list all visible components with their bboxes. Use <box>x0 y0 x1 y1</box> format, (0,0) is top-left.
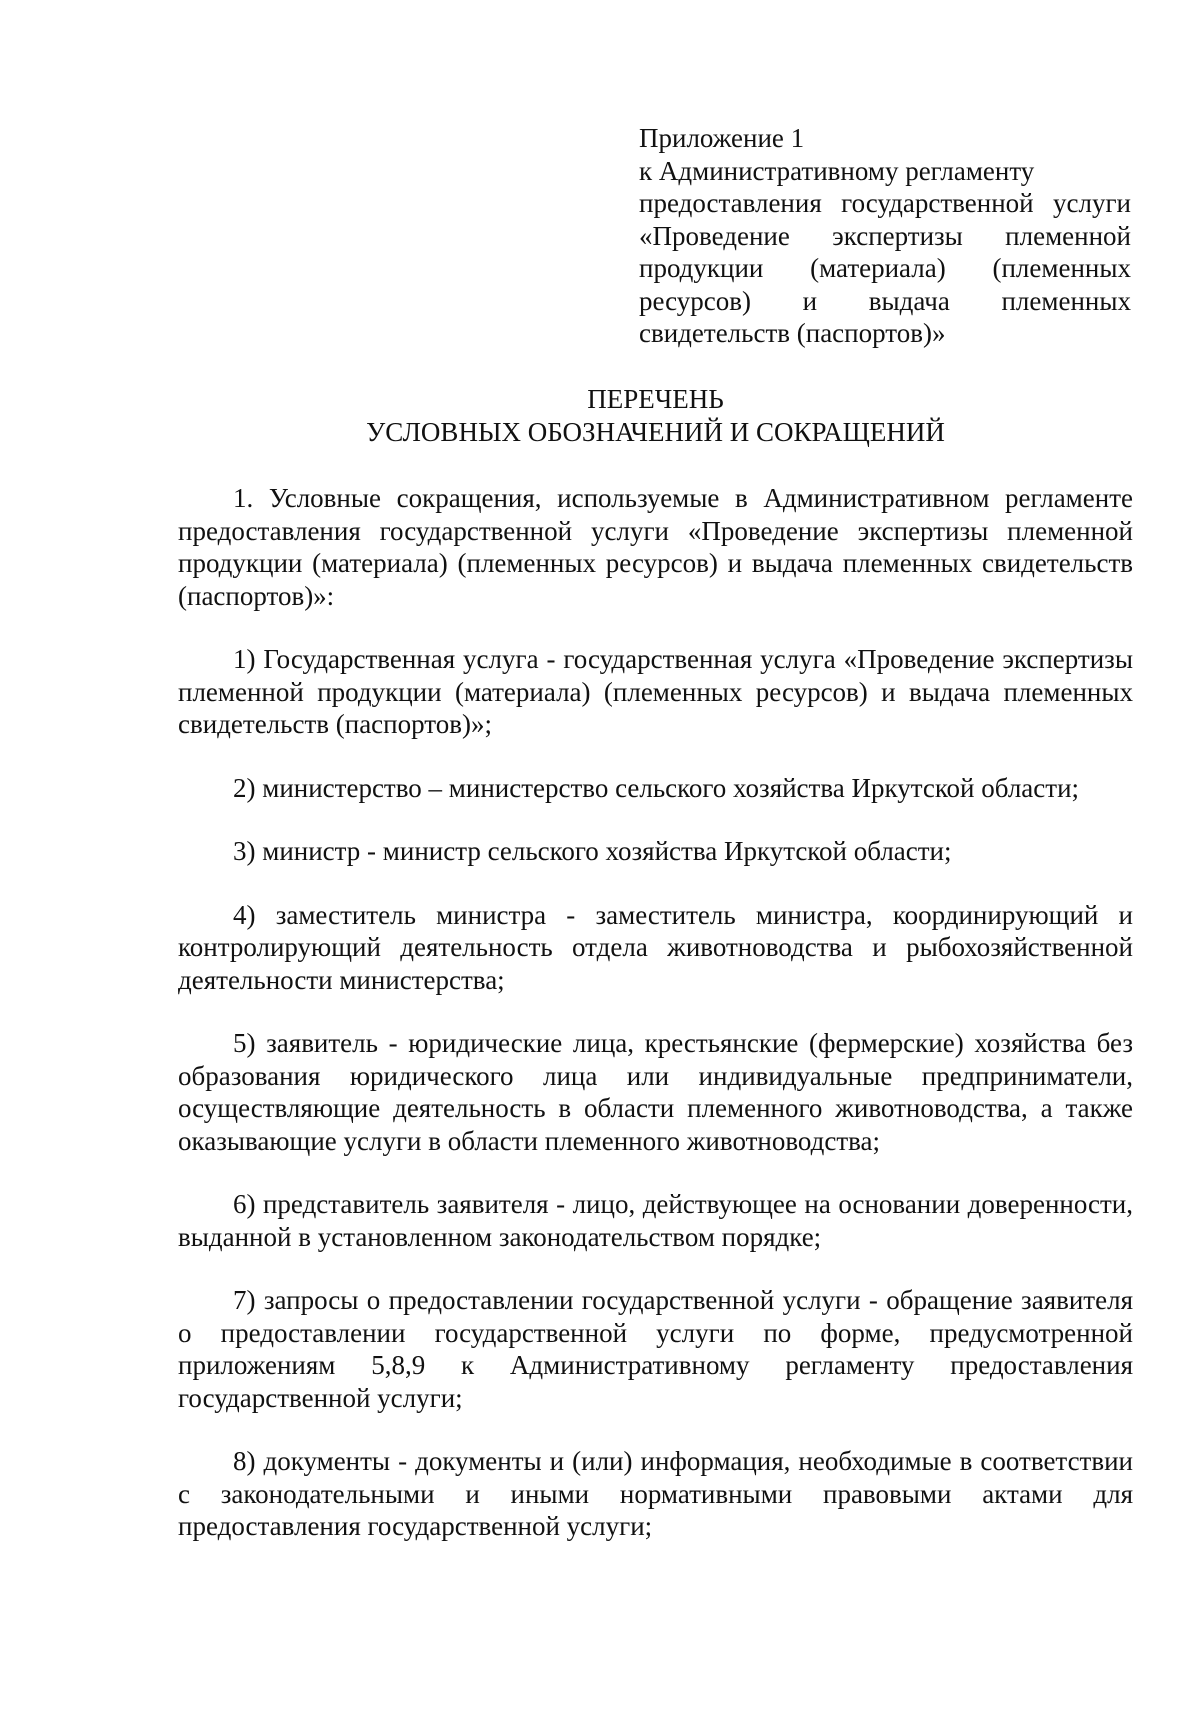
paragraph-intro: 1. Условные сокращения, используемые в Административном регламенте предоставления государственной услуги «Проведение экспертизы племенной продукции (материала) (племенных ресурсов) и выдача племенных свидетельств (паспортов)»: <box>178 483 1133 611</box>
appendix-number: Приложение 1 <box>639 123 805 153</box>
paragraph-item-6: 6) представитель заявителя - лицо, действующее на основании доверенности, выданной в установленном законодательством порядке; <box>178 1189 1133 1252</box>
appendix-reference: к Административному регламенту <box>639 155 1035 186</box>
paragraph-item-8: 8) документы - документы и (или) информация, необходимые в соответствии с законодательными и иными нормативными правовыми актами для предоставления государственной услуги; <box>178 1446 1133 1541</box>
appendix-header <box>639 122 1131 350</box>
title-line-1: ПЕРЕЧЕНЬ <box>587 384 724 414</box>
document-title <box>180 383 1131 449</box>
document-body <box>178 482 1133 1574</box>
paragraph-item-5: 5) заявитель - юридические лица, крестьянские (фермерские) хозяйства без образования юридического лица или индивидуальные предприниматели, осуществляющие деятельность в области племенного животноводства, а также оказывающие услуги в области племенного животноводства; <box>178 1028 1133 1156</box>
appendix-service-name: предоставления государственной услуги «Проведение экспертизы племенной продукции (материала) (племенных ресурсов) и выдача племенных свидетельств (паспортов)» <box>639 188 1131 348</box>
paragraph-item-2: 2) министерство – министерство сельского хозяйства Иркутской области; <box>233 772 1080 803</box>
paragraph-item-7: 7) запросы о предоставлении государственной услуги - обращение заявителя о предоставлении государственной услуги по форме, предусмотренной приложениям 5,8,9 к Административному регламенту предоставления государственной услуги; <box>178 1285 1133 1413</box>
title-line-2: УСЛОВНЫХ ОБОЗНАЧЕНИЙ И СОКРАЩЕНИЙ <box>366 417 945 447</box>
paragraph-item-4: 4) заместитель министра - заместитель министра, координирующий и контролирующий деятельность отдела животноводства и рыбохозяйственной деятельности министерства; <box>178 899 1133 995</box>
paragraph-item-3: 3) министр - министр сельского хозяйства Иркутской области; <box>233 836 952 866</box>
paragraph-item-1: 1) Государственная услуга - государственная услуга «Проведение экспертизы племенной продукции (материала) (племенных ресурсов) и выдача племенных свидетельств (паспортов)»; <box>178 644 1133 739</box>
